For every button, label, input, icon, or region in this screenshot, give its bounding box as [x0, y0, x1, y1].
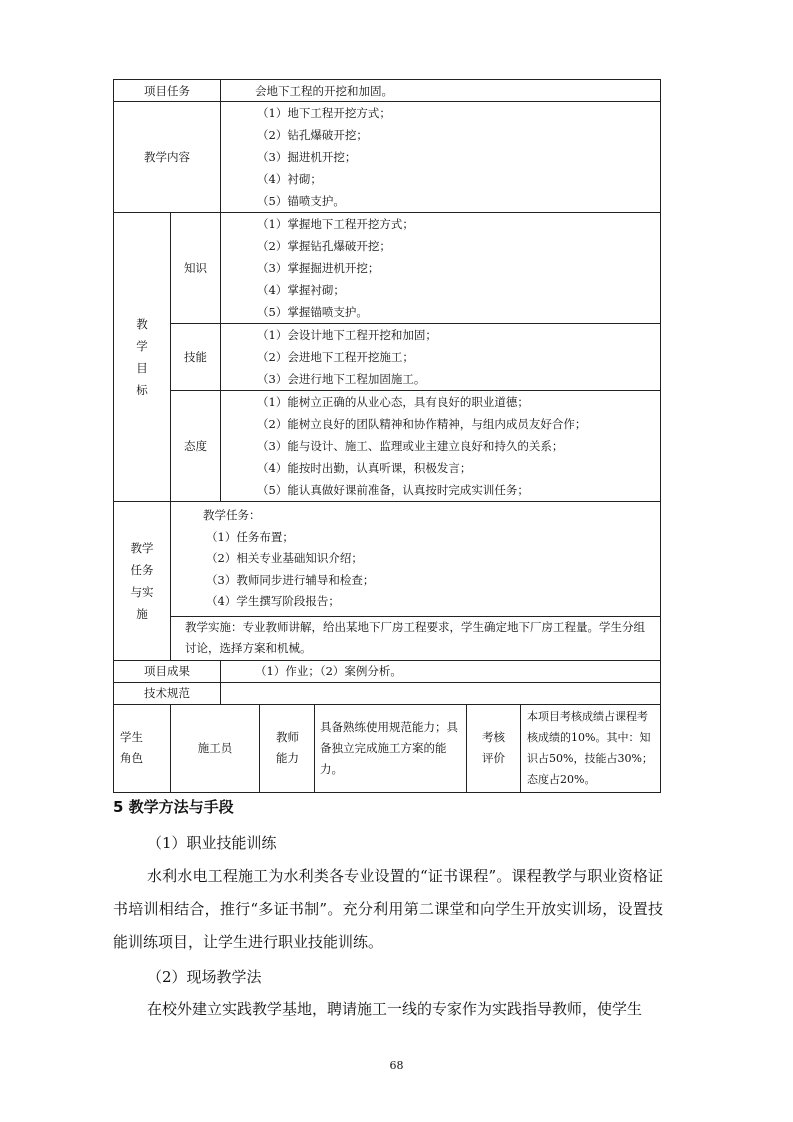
row-tech-spec: [114, 682, 661, 704]
project-result-value: （1）作业；（2）案例分析。: [221, 660, 661, 682]
list-item: （3）能与设计、施工、监理或业主建立良好和持久的关系；: [257, 439, 564, 453]
list-item: （2）会进地下工程开挖施工；: [257, 350, 414, 364]
row-goal-attitude: [114, 391, 661, 502]
course-project-table: [113, 79, 661, 793]
paragraph-onsite-teaching: 在校外建立实践教学基地，聘请施工一线的专家作为实践指导教师，使学生: [147, 1000, 643, 1018]
list-item: （5）掌握锚喷支护。: [257, 305, 368, 319]
list-item: （3）会进行地下工程加固施工。: [257, 372, 426, 386]
list-item: （2）钻孔爆破开挖；: [257, 128, 368, 142]
label-line: 能力: [276, 751, 299, 765]
row-roles: [114, 704, 661, 792]
project-result-label: 项目成果: [114, 660, 221, 682]
label-char: 标: [136, 383, 148, 397]
attitude-label: 态度: [171, 391, 221, 502]
tech-spec-value: [221, 682, 661, 704]
teaching-goal-label: [114, 213, 171, 502]
list-item: （3）掌握掘进机开挖；: [257, 261, 380, 275]
subheading-onsite-teaching: （2）现场教学法: [147, 968, 262, 986]
list-item: （1）会设计地下工程开挖和加固；: [257, 328, 437, 342]
student-role-label: [114, 704, 171, 792]
row-task: [114, 502, 661, 617]
teaching-content-list: [221, 102, 661, 213]
list-item: （1）地下工程开挖方式；: [257, 106, 391, 120]
list-item: （4）衬砌；: [257, 172, 322, 186]
assessment-value: 本项目考核成绩占课程考核成绩的10%。其中：知识占50%，技能占30%；态度占20%。: [521, 704, 661, 792]
list-item: （1）能树立正确的从业心态，具有良好的职业道德；: [257, 395, 529, 409]
label-line: 教学: [130, 540, 154, 555]
list-item: （5）锚喷支护。: [257, 194, 345, 208]
row-implementation: [114, 616, 661, 660]
list-item: （4）能按时出勤，认真听课，积极发言；: [257, 461, 472, 475]
label-line: 教师: [276, 730, 299, 744]
list-item: （2）掌握钻孔爆破开挖；: [257, 239, 391, 253]
skill-label: 技能: [171, 324, 221, 391]
list-item: （2）相关专业基础知识介绍；: [206, 551, 363, 565]
row-project-task: [114, 80, 661, 102]
list-item: （4）掌握衬砌；: [257, 283, 345, 297]
list-item: （3）教师同步进行辅导和检查；: [206, 572, 375, 587]
knowledge-list: [221, 213, 661, 324]
knowledge-label: 知识: [171, 213, 221, 324]
row-project-result: [114, 660, 661, 682]
label-line: 施: [136, 606, 148, 621]
project-task-value: 会地下工程的开挖和加固。: [221, 80, 661, 102]
project-task-label: 项目任务: [114, 80, 221, 102]
attitude-list: [221, 391, 661, 502]
paragraph-skill-training: 水利水电工程施工为水利类各专业设置的“证书课程”。课程教学与职业资格证书培训相结合，推行“多证书制”。充分利用第二课堂和向学生开放实训场，设置技能训练项目，让学生进行职业技能训练。: [113, 867, 663, 951]
list-item: （4）学生撰写阶段报告；: [206, 594, 340, 608]
teacher-ability-value: 具备熟练使用规范能力；具备独立完成施工方案的能力。: [315, 704, 467, 792]
task-impl-label: [114, 502, 171, 661]
list-item: （5）能认真做好课前准备，认真按时完成实训任务；: [257, 483, 529, 497]
row-goal-knowledge: [114, 213, 661, 324]
section-heading: 5 教学方法与手段: [113, 798, 234, 816]
list-item: （1）任务布置；: [206, 529, 294, 544]
skill-list: [221, 324, 661, 391]
label-line: 学生: [120, 730, 143, 744]
label-char: 教: [136, 317, 148, 331]
label-line: 任务: [130, 562, 154, 577]
list-item: （2）能树立良好的团队精神和协作精神，与组内成员友好合作；: [257, 417, 587, 431]
teacher-ability-label: [260, 704, 315, 792]
row-teaching-content: [114, 102, 661, 213]
task-title: 教学任务：: [203, 508, 261, 522]
page-number: 68: [389, 1059, 404, 1072]
assessment-label: [467, 704, 521, 792]
list-item: （1）掌握地下工程开挖方式；: [257, 217, 414, 231]
label-line: 角色: [120, 751, 143, 765]
label-line: 评价: [482, 751, 505, 765]
label-char: 学: [136, 339, 148, 353]
subheading-skill-training: （1）职业技能训练: [147, 834, 277, 852]
list-item: （3）掘进机开挖；: [257, 150, 357, 164]
label-char: 目: [136, 361, 148, 375]
teaching-implementation: 教学实施：专业教师讲解，给出某地下厂房工程要求，学生确定地下厂房工程量。学生分组讨论，选择方案和机械。: [171, 616, 661, 660]
row-goal-skill: [114, 324, 661, 391]
tech-spec-label: 技术规范: [114, 682, 221, 704]
student-role-value: 施工员: [171, 704, 260, 792]
label-line: 考核: [482, 730, 505, 744]
label-line: 与实: [130, 584, 154, 599]
teaching-content-label: 教学内容: [114, 102, 221, 213]
teaching-task-list: [171, 502, 661, 617]
